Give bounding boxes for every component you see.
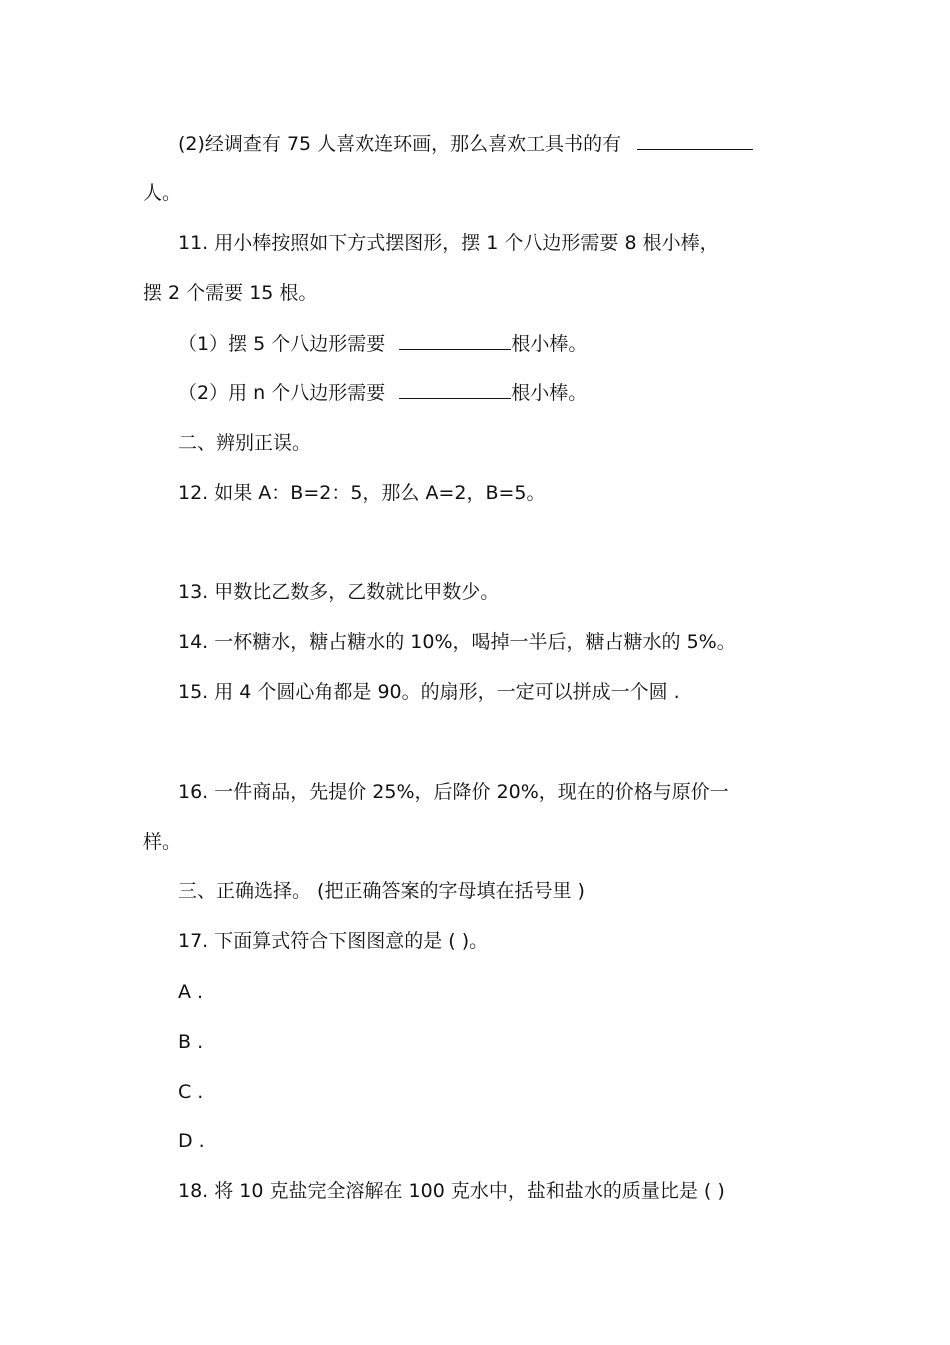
q11-stem-line1: 11. 用小棒按照如下方式摆图形，摆 1 个八边形需要 8 根小棒， [178,232,719,254]
q14-text: 14. 一杯糖水，糖占糖水的 10%，喝掉一半后，糖占糖水的 5%。 [178,631,736,653]
q16-line1: 16. 一件商品，先提价 25%，后降价 20%，现在的价格与原价一 [178,781,729,803]
section2-title: 二、辨别正误。 [178,432,312,454]
q11-part2-text: （2）用 n 个八边形需要 [178,382,386,404]
q18-stem: 18. 将 10 克盐完全溶解在 100 克水中，盐和盐水的质量比是 ( ) [178,1180,725,1202]
q11-part2-blank[interactable] [399,380,511,399]
q16-line2: 样。 [143,831,182,853]
q11-part2-unit: 根小棒。 [511,382,588,404]
q11-part1-blank[interactable] [399,331,511,350]
q10-part2-text: (2)经调查有 75 人喜欢连环画，那么喜欢工具书的有 [178,133,622,155]
q11-part2-line [178,380,587,405]
q17-option-c[interactable]: C . [178,1081,204,1103]
q11-part1-unit: 根小棒。 [511,333,588,355]
q17-stem: 17. 下面算式符合下图图意的是 ( )。 [178,930,489,952]
q10-part2-line [178,131,753,156]
q11-part1-text: （1）摆 5 个八边形需要 [178,333,386,355]
q13-text: 13. 甲数比乙数多，乙数就比甲数少。 [178,581,500,603]
q17-option-d[interactable]: D . [178,1130,205,1152]
section3-title: 三、正确选择。 (把正确答案的字母填在括号里 ) [178,880,585,902]
q10-part2-tail: 人。 [143,182,182,204]
q17-option-b[interactable]: B . [178,1031,204,1053]
q10-answer-blank[interactable] [637,131,753,150]
q12-text: 12. 如果 A：B=2：5，那么 A=2，B=5。 [178,482,546,504]
q11-part1-line [178,331,587,356]
q11-stem-line2: 摆 2 个需要 15 根。 [143,282,318,304]
q17-option-a[interactable]: A . [178,981,204,1003]
q15-text: 15. 用 4 个圆心角都是 90。的扇形，一定可以拼成一个圆 . [178,681,680,703]
